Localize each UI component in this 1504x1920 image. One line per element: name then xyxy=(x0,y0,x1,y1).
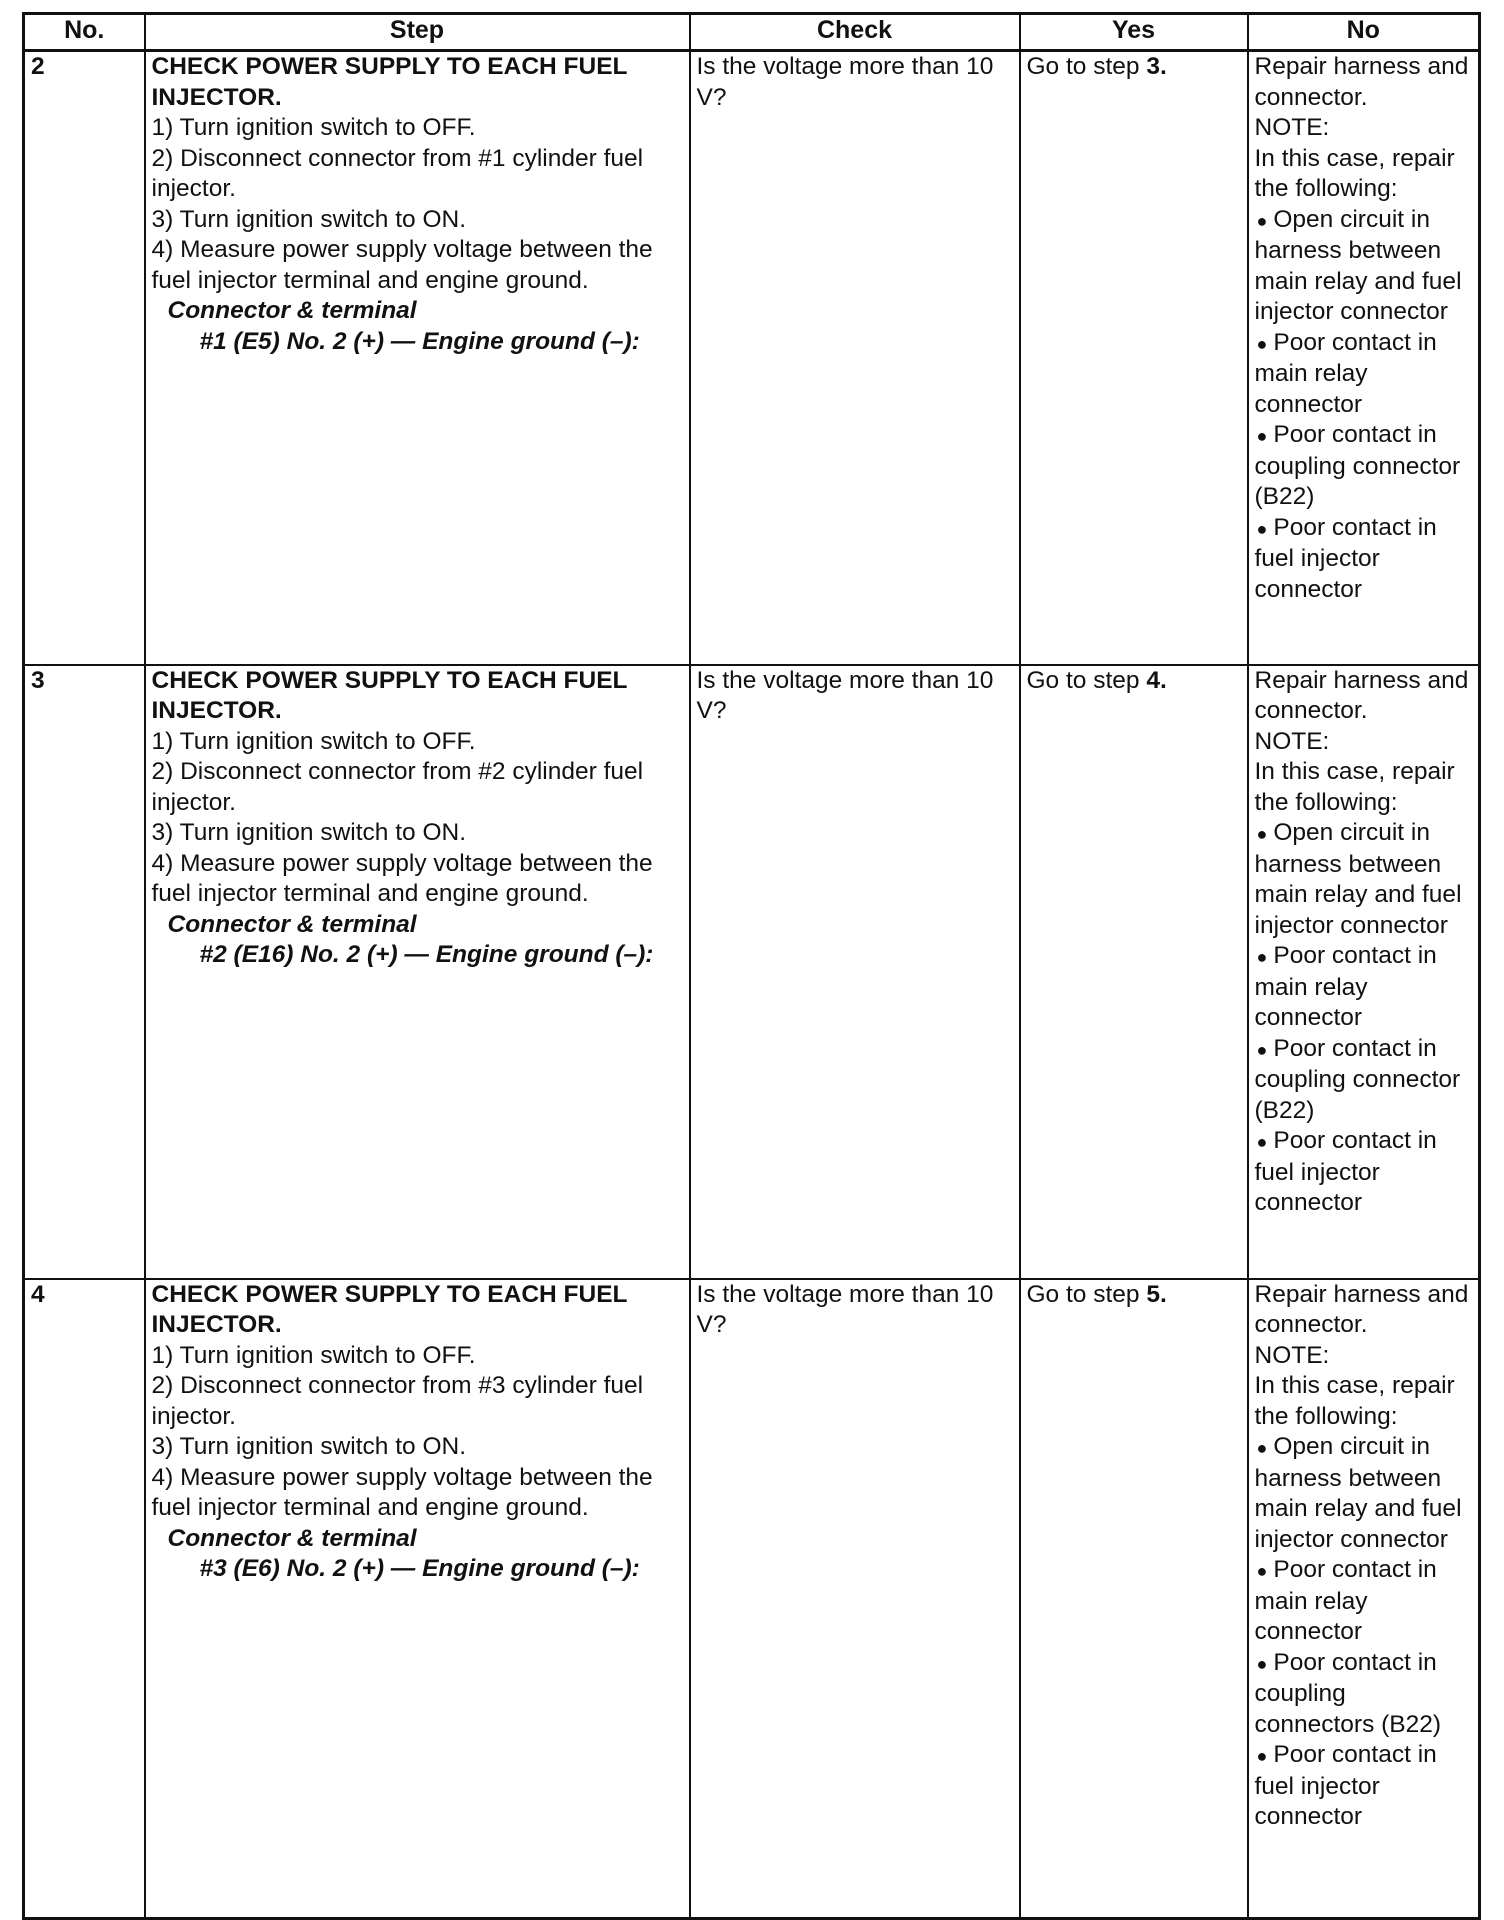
bullet-icon: ● xyxy=(1256,824,1268,844)
reason-text: Open circuit in harness between main relay and fuel injector connector xyxy=(1254,819,1462,939)
no-cell xyxy=(1248,51,1480,665)
yes-prefix: Go to step xyxy=(1026,666,1147,694)
table-row xyxy=(24,1279,1480,1919)
no-note: NOTE: xyxy=(1254,727,1330,755)
connector-spec: #2 (E16) No. 2 (+) — Engine ground (–): xyxy=(199,941,654,968)
check-cell: Is the voltage more than 10 V? xyxy=(690,1279,1020,1919)
list-item xyxy=(1255,941,1473,1034)
bullet-icon: ● xyxy=(1256,210,1268,231)
no-intro: Repair harness and connector. xyxy=(1254,1280,1469,1338)
step-cell xyxy=(145,1279,690,1919)
list-item xyxy=(1255,1555,1473,1648)
step-instruction: 1) Turn ignition switch to OFF. xyxy=(151,727,476,755)
step-instruction: 3) Turn ignition switch to ON. xyxy=(151,1433,467,1460)
yes-cell xyxy=(1020,665,1248,1279)
step-instruction: 1) Turn ignition switch to OFF. xyxy=(151,1341,476,1369)
reason-list xyxy=(1255,205,1473,606)
bullet-icon: ● xyxy=(1256,1746,1268,1766)
step-title: CHECK POWER SUPPLY TO EACH FUEL INJECTOR. xyxy=(151,53,628,111)
row-number: 2 xyxy=(24,51,145,665)
bullet-icon: ● xyxy=(1256,1438,1268,1458)
table-header-row xyxy=(24,14,1480,51)
step-cell xyxy=(145,51,690,665)
list-item xyxy=(1255,1126,1473,1219)
step-instruction: 2) Disconnect connector from #3 cylinder fuel injector. xyxy=(151,1372,644,1430)
no-case: In this case, repair the following: xyxy=(1254,144,1455,202)
step-instruction: 3) Turn ignition switch to ON. xyxy=(151,205,467,233)
reason-text: Poor contact in coupling connectors (B22) xyxy=(1254,1648,1442,1738)
check-cell: Is the voltage more than 10 V? xyxy=(690,51,1020,665)
reason-text: Open circuit in harness between main relay and fuel injector connector xyxy=(1254,205,1462,325)
yes-cell xyxy=(1020,1279,1248,1919)
reason-list xyxy=(1255,1432,1473,1833)
reason-text: Open circuit in harness between main relay and fuel injector connector xyxy=(1254,1433,1462,1553)
step-cell xyxy=(145,665,690,1279)
bullet-icon: ● xyxy=(1256,1653,1268,1674)
header-no: No. xyxy=(24,14,145,51)
step-instruction: 2) Disconnect connector from #2 cylinder fuel injector. xyxy=(151,758,644,816)
reason-list xyxy=(1255,818,1473,1219)
bullet-icon: ● xyxy=(1256,1132,1268,1152)
header-yes: Yes xyxy=(1020,14,1248,51)
yes-step-number: 5. xyxy=(1146,1280,1167,1308)
bullet-icon: ● xyxy=(1256,518,1268,539)
step-instruction: 3) Turn ignition switch to ON. xyxy=(151,819,467,846)
connector-spec: #1 (E5) No. 2 (+) — Engine ground (–): xyxy=(199,327,640,355)
reason-text: Poor contact in coupling connector (B22) xyxy=(1254,1034,1461,1124)
list-item xyxy=(1255,420,1473,513)
reason-text: Poor contact in fuel injector connector xyxy=(1254,1127,1437,1216)
bullet-icon: ● xyxy=(1256,1039,1268,1060)
reason-text: Poor contact in main relay connector xyxy=(1254,328,1437,418)
bullet-icon: ● xyxy=(1256,333,1268,354)
connector-spec: #3 (E6) No. 2 (+) — Engine ground (–): xyxy=(199,1555,640,1582)
table-row xyxy=(24,51,1480,665)
list-item xyxy=(1255,1648,1473,1741)
yes-cell xyxy=(1020,51,1248,665)
bullet-icon: ● xyxy=(1256,426,1268,446)
no-case: In this case, repair the following: xyxy=(1254,758,1455,816)
header-step: Step xyxy=(145,14,690,51)
no-note: NOTE: xyxy=(1254,1341,1330,1369)
no-cell xyxy=(1248,665,1480,1279)
step-instruction: 2) Disconnect connector from #1 cylinder fuel injector. xyxy=(151,144,644,202)
reason-text: Poor contact in main relay connector xyxy=(1254,942,1437,1031)
list-item xyxy=(1255,1740,1473,1833)
step-instruction: 4) Measure power supply voltage between the fuel injector terminal and engine ground. xyxy=(151,236,653,294)
reason-text: Poor contact in fuel injector connector xyxy=(1254,513,1437,603)
list-item xyxy=(1255,328,1473,421)
header-no-result: No xyxy=(1248,14,1480,51)
check-cell: Is the voltage more than 10 V? xyxy=(690,665,1020,1279)
bullet-icon: ● xyxy=(1256,947,1268,967)
step-title: CHECK POWER SUPPLY TO EACH FUEL INJECTOR. xyxy=(151,666,628,724)
row-number: 3 xyxy=(24,665,145,1279)
header-check: Check xyxy=(690,14,1020,51)
reason-text: Poor contact in coupling connector (B22) xyxy=(1254,421,1461,510)
no-case: In this case, repair the following: xyxy=(1254,1372,1455,1430)
list-item xyxy=(1255,205,1473,328)
reason-text: Poor contact in main relay connector xyxy=(1254,1556,1437,1645)
step-title: CHECK POWER SUPPLY TO EACH FUEL INJECTOR. xyxy=(151,1280,628,1338)
yes-step-number: 3. xyxy=(1146,53,1167,80)
list-item xyxy=(1255,513,1473,606)
reason-text: Poor contact in fuel injector connector xyxy=(1254,1741,1437,1830)
diagnostic-table xyxy=(22,12,1481,1920)
step-instruction: 1) Turn ignition switch to OFF. xyxy=(151,114,476,141)
table-row xyxy=(24,665,1480,1279)
step-instruction: 4) Measure power supply voltage between the fuel injector terminal and engine ground. xyxy=(151,1463,653,1521)
row-number: 4 xyxy=(24,1279,145,1919)
step-instruction: 4) Measure power supply voltage between the fuel injector terminal and engine ground. xyxy=(151,849,653,907)
no-note: NOTE: xyxy=(1254,114,1330,141)
no-cell xyxy=(1248,1279,1480,1919)
connector-label: Connector & terminal xyxy=(167,910,417,938)
list-item xyxy=(1255,818,1473,941)
yes-step-number: 4. xyxy=(1146,666,1167,694)
yes-prefix: Go to step xyxy=(1026,53,1147,80)
list-item xyxy=(1255,1432,1473,1555)
no-intro: Repair harness and connector. xyxy=(1254,666,1469,724)
connector-label: Connector & terminal xyxy=(167,1524,417,1552)
list-item xyxy=(1255,1034,1473,1127)
connector-label: Connector & terminal xyxy=(167,297,417,324)
no-intro: Repair harness and connector. xyxy=(1254,53,1469,111)
bullet-icon: ● xyxy=(1256,1561,1268,1581)
yes-prefix: Go to step xyxy=(1026,1280,1147,1308)
